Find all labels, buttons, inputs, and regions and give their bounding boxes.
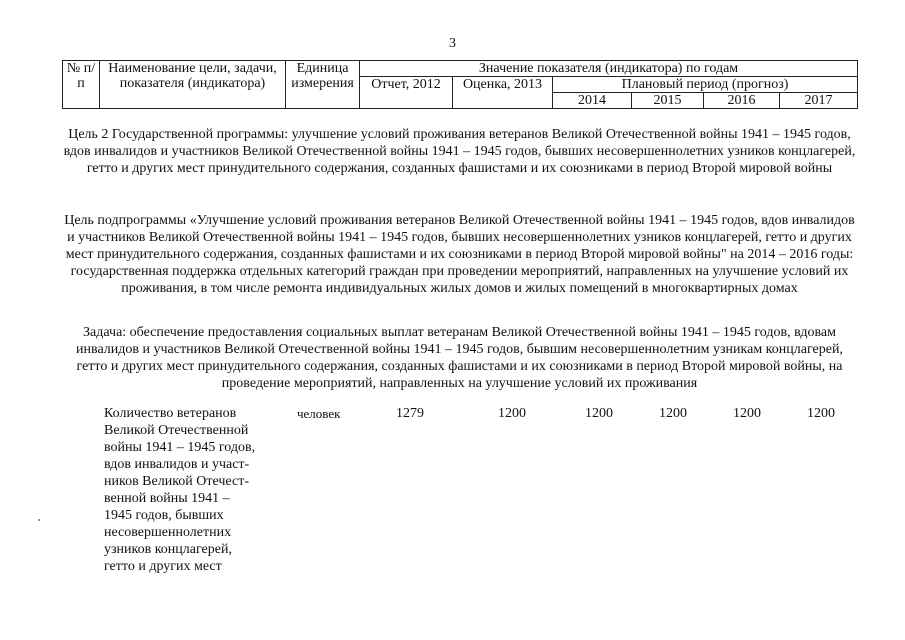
page-number: 3 bbox=[449, 36, 456, 51]
header-unit: Единица измерения bbox=[286, 61, 360, 109]
indicator-value-2015: 1200 bbox=[659, 406, 687, 421]
indicator-value-2012: 1279 bbox=[396, 406, 424, 421]
indicator-value-2017: 1200 bbox=[807, 406, 835, 421]
header-year-2017: 2017 bbox=[780, 93, 858, 109]
subprogram-task: Задача: обеспечение предоставления социальных выплат ветеранам Великой Отечественной войны 1941 – 1945 годов, вдовам инвалидов и участников Великой Отечественной войны 1941 – 1945 годов, бывшим несовершеннолетним узникам концлагерей, гетто и других мест принудительного содержания, созданных фашистами и их союзниками в период Второй мировой войны, на проведение мероприятий, направленных на улучшение условий их проживания bbox=[76, 325, 843, 391]
header-year-2016: 2016 bbox=[704, 93, 780, 109]
header-name: Наименование цели, задачи, показателя (индикатора) bbox=[100, 61, 286, 109]
state-program-goal: Цель 2 Государственной программы: улучшение условий проживания ветеранов Великой Отечественной войны 1941 – 1945 годов, вдов инвалидов и участников Великой Отечественной войны 1941 – 1945 годов, бывших несовершеннолетних узников концлагерей, гетто и других мест принудительного содержания, созданных фашистами и их союзниками в период Второй мировой войны bbox=[63, 127, 856, 176]
header-plan-period: Плановый период (прогноз) bbox=[553, 77, 858, 93]
indicator-header-table bbox=[62, 60, 858, 109]
indicator-value-2013: 1200 bbox=[498, 406, 526, 421]
indicator-value-2016: 1200 bbox=[733, 406, 761, 421]
header-report-2012: Отчет, 2012 bbox=[360, 77, 453, 109]
indicator-value-2014: 1200 bbox=[585, 406, 613, 421]
header-values: Значение показателя (индикатора) по годам bbox=[360, 61, 858, 77]
header-estimate-2013: Оценка, 2013 bbox=[453, 77, 553, 109]
indicator-unit: человек bbox=[297, 406, 341, 421]
header-number: № п/п bbox=[63, 61, 100, 109]
subprogram-goal: Цель подпрограммы «Улучшение условий проживания ветеранов Великой Отечественной войны 1941 – 1945 годов, вдов инвалидов и участников Великой Отечественной войны 1941 – 1945 годов, бывших несовершеннолетних узников концлагерей, гетто и других мест принудительного содержания, созданных фашистами и их союзниками в период Второй мировой войны" на 2014 – 2016 годы: государственная поддержка отдельных категорий граждан при проведении мероприятий, направленных на улучшение условий их проживания, в том числе ремонта индивидуальных жилых домов и жилых помещений в многоквартирных домах bbox=[64, 213, 855, 296]
indicator-name: Количество ветеранов Великой Отечественной войны 1941 – 1945 годов, вдов инвалидов и участ- ников Великой Отечест- венной войны 1941 – 1945 годов, бывших несовершеннолетних узников концлагерей, гетто и других мест bbox=[104, 406, 256, 574]
scan-speck bbox=[38, 519, 40, 521]
header-year-2014: 2014 bbox=[553, 93, 632, 109]
header-year-2015: 2015 bbox=[632, 93, 704, 109]
